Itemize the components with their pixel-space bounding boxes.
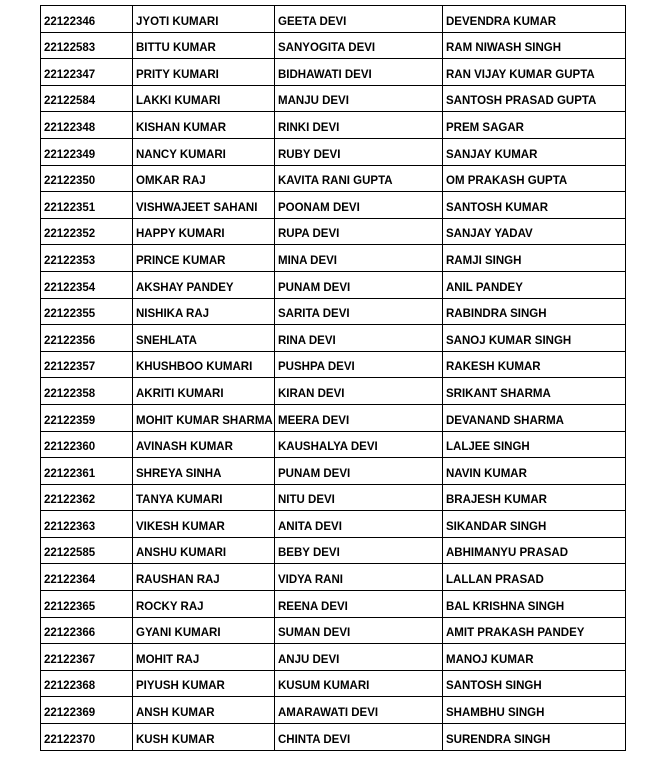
roll-number-cell: 22122362 — [41, 484, 133, 511]
father-name-cell: RAKESH KUMAR — [443, 351, 626, 378]
mother-name-cell: MANJU DEVI — [275, 85, 443, 112]
table-row — [41, 537, 626, 564]
student-name-cell: PIYUSH KUMAR — [133, 670, 275, 697]
table-row — [41, 484, 626, 511]
table-row — [41, 378, 626, 405]
father-name-cell: SANJAY YADAV — [443, 218, 626, 245]
father-name-cell: MANOJ KUMAR — [443, 644, 626, 671]
roll-number-cell: 22122350 — [41, 165, 133, 192]
mother-name-cell: KIRAN DEVI — [275, 378, 443, 405]
student-table — [40, 5, 626, 751]
father-name-cell: DEVENDRA KUMAR — [443, 6, 626, 33]
father-name-cell: OM PRAKASH GUPTA — [443, 165, 626, 192]
table-row — [41, 404, 626, 431]
mother-name-cell: MEERA DEVI — [275, 404, 443, 431]
father-name-cell: LALJEE SINGH — [443, 431, 626, 458]
student-name-cell: VISHWAJEET SAHANI — [133, 192, 275, 219]
student-name-cell: NISHIKA RAJ — [133, 298, 275, 325]
father-name-cell: DEVANAND SHARMA — [443, 404, 626, 431]
roll-number-cell: 22122583 — [41, 32, 133, 59]
roll-number-cell: 22122351 — [41, 192, 133, 219]
table-row — [41, 192, 626, 219]
table-row — [41, 697, 626, 724]
roll-number-cell: 22122585 — [41, 537, 133, 564]
roll-number-cell: 22122348 — [41, 112, 133, 139]
mother-name-cell: PUNAM DEVI — [275, 271, 443, 298]
table-row — [41, 351, 626, 378]
roll-number-cell: 22122584 — [41, 85, 133, 112]
student-name-cell: BITTU KUMAR — [133, 32, 275, 59]
roll-number-cell: 22122352 — [41, 218, 133, 245]
student-name-cell: JYOTI KUMARI — [133, 6, 275, 33]
roll-number-cell: 22122349 — [41, 138, 133, 165]
student-name-cell: AKRITI KUMARI — [133, 378, 275, 405]
roll-number-cell: 22122359 — [41, 404, 133, 431]
table-row — [41, 245, 626, 272]
table-row — [41, 165, 626, 192]
mother-name-cell: NITU DEVI — [275, 484, 443, 511]
mother-name-cell: GEETA DEVI — [275, 6, 443, 33]
table-row — [41, 724, 626, 751]
student-name-cell: PRITY KUMARI — [133, 59, 275, 86]
student-name-cell: KISHAN KUMAR — [133, 112, 275, 139]
mother-name-cell: RINA DEVI — [275, 325, 443, 352]
roll-number-cell: 22122360 — [41, 431, 133, 458]
roll-number-cell: 22122347 — [41, 59, 133, 86]
roll-number-cell: 22122356 — [41, 325, 133, 352]
mother-name-cell: SUMAN DEVI — [275, 617, 443, 644]
student-name-cell: MOHIT RAJ — [133, 644, 275, 671]
mother-name-cell: CHINTA DEVI — [275, 724, 443, 751]
father-name-cell: SANTOSH PRASAD GUPTA — [443, 85, 626, 112]
table-row — [41, 458, 626, 485]
roll-number-cell: 22122364 — [41, 564, 133, 591]
table-body — [41, 6, 626, 751]
roll-number-cell: 22122353 — [41, 245, 133, 272]
student-name-cell: AKSHAY PANDEY — [133, 271, 275, 298]
father-name-cell: RAM NIWASH SINGH — [443, 32, 626, 59]
table-row — [41, 617, 626, 644]
roll-number-cell: 22122366 — [41, 617, 133, 644]
mother-name-cell: POONAM DEVI — [275, 192, 443, 219]
father-name-cell: SRIKANT SHARMA — [443, 378, 626, 405]
mother-name-cell: RINKI DEVI — [275, 112, 443, 139]
table-row — [41, 511, 626, 538]
mother-name-cell: RUBY DEVI — [275, 138, 443, 165]
father-name-cell: ABHIMANYU PRASAD — [443, 537, 626, 564]
roll-number-cell: 22122369 — [41, 697, 133, 724]
table-row — [41, 85, 626, 112]
roll-number-cell: 22122365 — [41, 591, 133, 618]
mother-name-cell: KUSUM KUMARI — [275, 670, 443, 697]
table-row — [41, 59, 626, 86]
roll-number-cell: 22122363 — [41, 511, 133, 538]
father-name-cell: SURENDRA SINGH — [443, 724, 626, 751]
father-name-cell: SANJAY KUMAR — [443, 138, 626, 165]
table-row — [41, 298, 626, 325]
roll-number-cell: 22122354 — [41, 271, 133, 298]
table-row — [41, 32, 626, 59]
student-name-cell: ROCKY RAJ — [133, 591, 275, 618]
table-row — [41, 138, 626, 165]
student-name-cell: ANSH KUMAR — [133, 697, 275, 724]
mother-name-cell: KAVITA RANI GUPTA — [275, 165, 443, 192]
father-name-cell: AMIT PRAKASH PANDEY — [443, 617, 626, 644]
mother-name-cell: SANYOGITA DEVI — [275, 32, 443, 59]
mother-name-cell: REENA DEVI — [275, 591, 443, 618]
student-name-cell: KUSH KUMAR — [133, 724, 275, 751]
table-row — [41, 218, 626, 245]
mother-name-cell: PUSHPA DEVI — [275, 351, 443, 378]
father-name-cell: SANTOSH SINGH — [443, 670, 626, 697]
father-name-cell: SANOJ KUMAR SINGH — [443, 325, 626, 352]
student-name-cell: LAKKI KUMARI — [133, 85, 275, 112]
table-row — [41, 591, 626, 618]
table-row — [41, 564, 626, 591]
mother-name-cell: KAUSHALYA DEVI — [275, 431, 443, 458]
table-row — [41, 670, 626, 697]
student-name-cell: OMKAR RAJ — [133, 165, 275, 192]
table-row — [41, 6, 626, 33]
mother-name-cell: RUPA DEVI — [275, 218, 443, 245]
mother-name-cell: BEBY DEVI — [275, 537, 443, 564]
student-name-cell: VIKESH KUMAR — [133, 511, 275, 538]
student-name-cell: NANCY KUMARI — [133, 138, 275, 165]
father-name-cell: RAN VIJAY KUMAR GUPTA — [443, 59, 626, 86]
student-name-cell: HAPPY KUMARI — [133, 218, 275, 245]
father-name-cell: ANIL PANDEY — [443, 271, 626, 298]
table-row — [41, 271, 626, 298]
roll-number-cell: 22122370 — [41, 724, 133, 751]
student-name-cell: GYANI KUMARI — [133, 617, 275, 644]
father-name-cell: LALLAN PRASAD — [443, 564, 626, 591]
roll-number-cell: 22122368 — [41, 670, 133, 697]
father-name-cell: RAMJI SINGH — [443, 245, 626, 272]
roll-number-cell: 22122357 — [41, 351, 133, 378]
roll-number-cell: 22122358 — [41, 378, 133, 405]
table-row — [41, 431, 626, 458]
father-name-cell: BRAJESH KUMAR — [443, 484, 626, 511]
mother-name-cell: ANITA DEVI — [275, 511, 443, 538]
mother-name-cell: BIDHAWATI DEVI — [275, 59, 443, 86]
roll-number-cell: 22122355 — [41, 298, 133, 325]
father-name-cell: SHAMBHU SINGH — [443, 697, 626, 724]
father-name-cell: SANTOSH KUMAR — [443, 192, 626, 219]
student-name-cell: MOHIT KUMAR SHARMA — [133, 404, 275, 431]
mother-name-cell: ANJU DEVI — [275, 644, 443, 671]
student-name-cell: AVINASH KUMAR — [133, 431, 275, 458]
student-name-cell: SHREYA SINHA — [133, 458, 275, 485]
table-row — [41, 325, 626, 352]
student-name-cell: KHUSHBOO KUMARI — [133, 351, 275, 378]
roll-number-cell: 22122346 — [41, 6, 133, 33]
roll-number-cell: 22122367 — [41, 644, 133, 671]
mother-name-cell: AMARAWATI DEVI — [275, 697, 443, 724]
father-name-cell: RABINDRA SINGH — [443, 298, 626, 325]
student-name-cell: PRINCE KUMAR — [133, 245, 275, 272]
mother-name-cell: SARITA DEVI — [275, 298, 443, 325]
mother-name-cell: PUNAM DEVI — [275, 458, 443, 485]
mother-name-cell: VIDYA RANI — [275, 564, 443, 591]
father-name-cell: SIKANDAR SINGH — [443, 511, 626, 538]
father-name-cell: NAVIN KUMAR — [443, 458, 626, 485]
roll-number-cell: 22122361 — [41, 458, 133, 485]
student-name-cell: ANSHU KUMARI — [133, 537, 275, 564]
table-row — [41, 112, 626, 139]
table-row — [41, 644, 626, 671]
father-name-cell: BAL KRISHNA SINGH — [443, 591, 626, 618]
student-name-cell: RAUSHAN RAJ — [133, 564, 275, 591]
student-name-cell: SNEHLATA — [133, 325, 275, 352]
father-name-cell: PREM SAGAR — [443, 112, 626, 139]
mother-name-cell: MINA DEVI — [275, 245, 443, 272]
student-name-cell: TANYA KUMARI — [133, 484, 275, 511]
student-list-sheet — [40, 5, 625, 751]
